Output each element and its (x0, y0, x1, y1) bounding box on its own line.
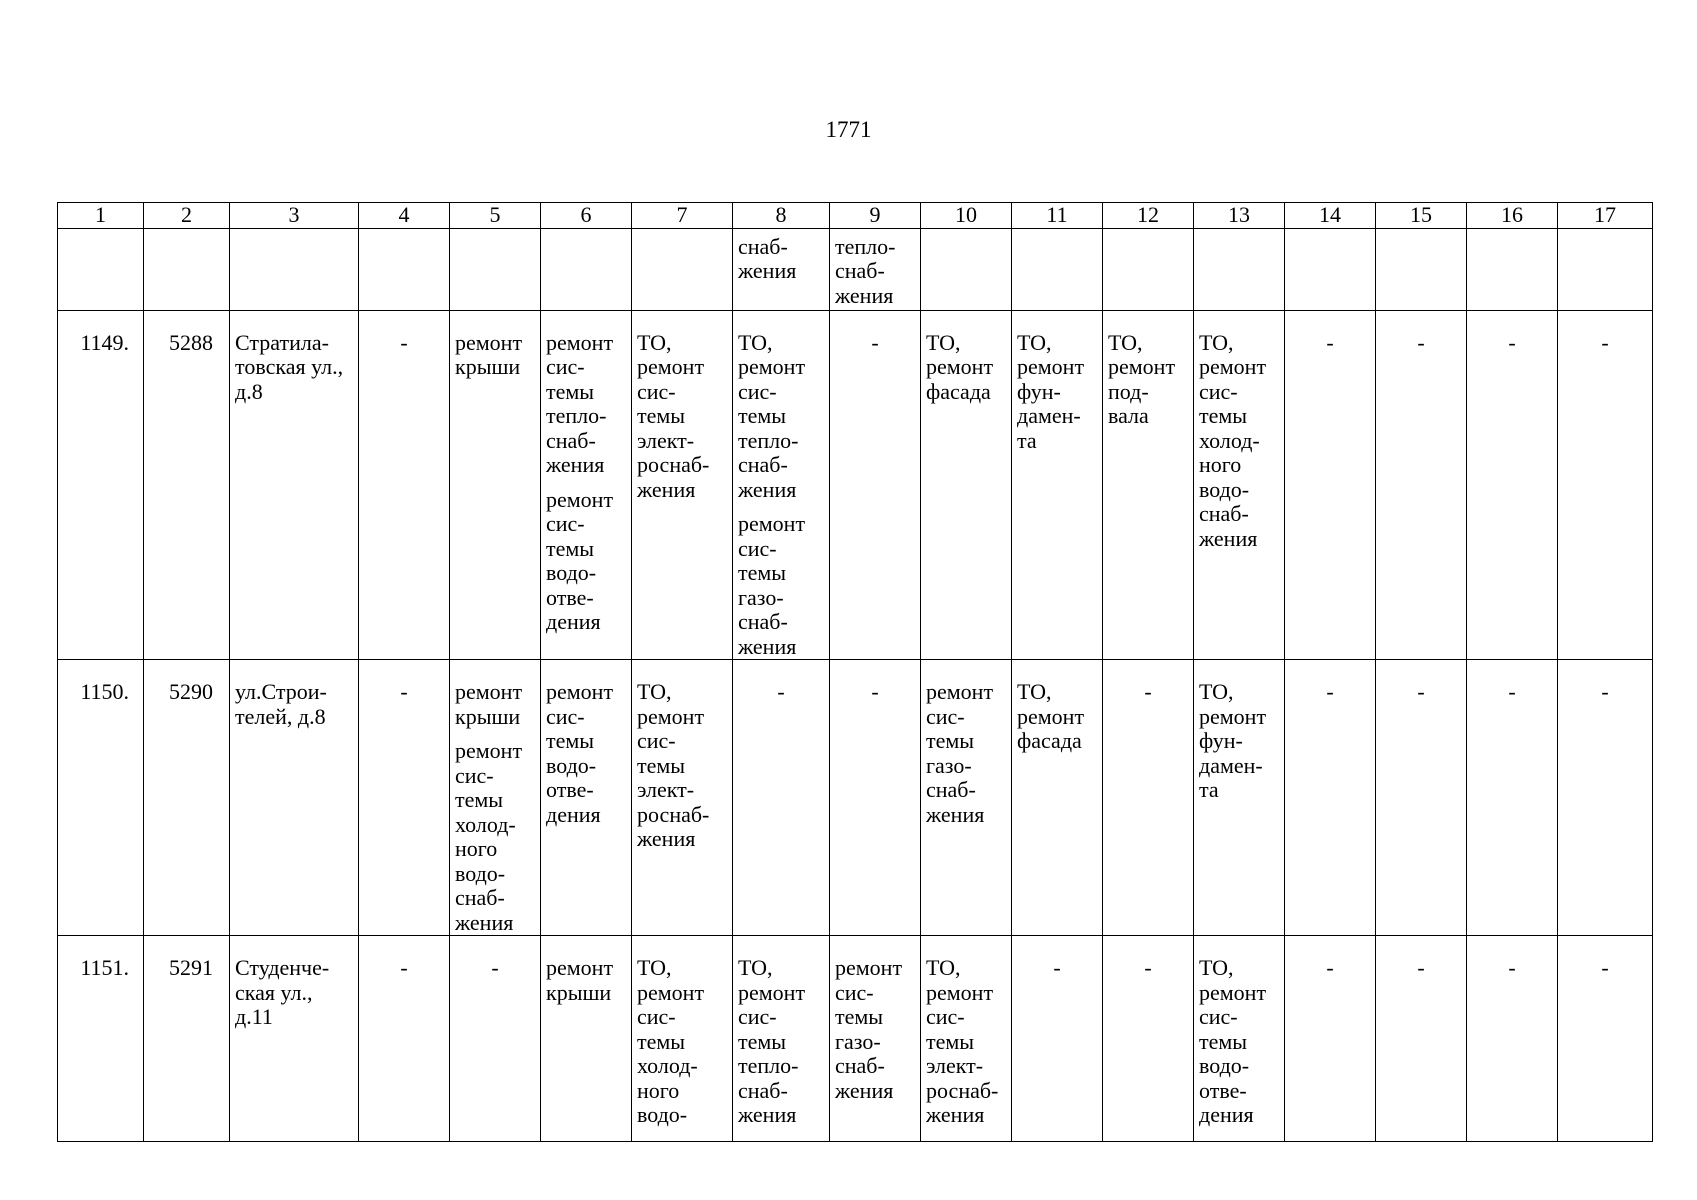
continuation-cell-4 (359, 228, 450, 310)
table-row (58, 310, 1653, 660)
column-header-1: 1 (58, 203, 144, 229)
empty-value-dash: - (1376, 310, 1467, 660)
cell-line: снаб- (738, 609, 788, 634)
cell-line: ремонт (835, 955, 903, 980)
empty-value-dash: - (1558, 936, 1653, 1142)
cell-line: отве- (546, 584, 594, 610)
continuation-cell-16 (1467, 228, 1558, 310)
building-address (230, 310, 359, 660)
empty-value-dash: - (733, 660, 830, 936)
cell-line: та (1017, 427, 1037, 453)
empty-value-dash: - (1012, 936, 1103, 1142)
cell-line: холод- (455, 811, 516, 837)
cell-line: ремонт (738, 979, 806, 1005)
empty-value-dash: - (1376, 936, 1467, 1142)
cell-line: та (1199, 777, 1219, 802)
cell-line: темы (738, 560, 787, 585)
cell-line: фасада (1017, 728, 1082, 753)
cell-line: ремонт (1108, 354, 1176, 379)
column-header-9: 9 (830, 203, 921, 229)
empty-value-dash: - (1467, 936, 1558, 1142)
continuation-cell-7 (632, 228, 733, 310)
work-item (926, 680, 1006, 827)
cell-line: отве- (546, 777, 594, 802)
cell-line: водо- (455, 860, 506, 886)
cell-line: ТО, (637, 955, 672, 980)
continuation-row (58, 228, 1653, 310)
cell-line: жения (738, 633, 797, 659)
cell-line: темы (738, 403, 787, 428)
cell-line: ремонт (637, 354, 705, 379)
cell-line: ремонт (546, 486, 614, 512)
work-type-cell (1012, 310, 1103, 660)
empty-value-dash: - (1285, 936, 1376, 1142)
cell-line: жения (637, 826, 696, 851)
work-type-cell (921, 936, 1012, 1142)
cell-line: ремонт (926, 354, 994, 379)
empty-value-dash: - (359, 310, 450, 660)
cell-line: сис- (546, 703, 585, 729)
cell-line: ремонт (546, 955, 614, 980)
column-header-17: 17 (1558, 203, 1653, 229)
cell-line: ТО, (1017, 679, 1052, 704)
cell-line: жения (835, 282, 894, 308)
cell-line: тепло- (738, 1053, 799, 1078)
work-type-cell (733, 310, 830, 660)
column-header-14: 14 (1285, 203, 1376, 229)
cell-line: жения (1199, 525, 1258, 551)
cell-line: ремонт (1017, 354, 1085, 379)
cell-line: темы (738, 1028, 787, 1054)
cell-line: темы (1199, 1028, 1248, 1054)
cell-line: телей, д.8 (235, 703, 326, 729)
cell-line: сис- (738, 378, 777, 404)
work-type-cell (1194, 660, 1285, 936)
work-type-cell (541, 310, 632, 660)
work-type-cell (541, 660, 632, 936)
cell-line: сис- (546, 511, 585, 536)
cell-line: дамен- (1017, 403, 1081, 428)
cell-line: ТО, (637, 329, 672, 355)
cell-line: дения (546, 609, 601, 634)
cell-line: ТО, (1108, 329, 1143, 355)
cell-line: роснаб- (926, 1077, 999, 1103)
cell-line: фун- (1017, 378, 1061, 404)
row-number: 1149. (58, 310, 144, 660)
column-header-2: 2 (144, 203, 230, 229)
cell-line: ремонт (546, 679, 614, 704)
cell-line: ремонт (738, 511, 806, 536)
cell-line: ТО, (1017, 329, 1052, 355)
cell-line: ремонт (455, 679, 523, 704)
page-number: 1771 (825, 117, 872, 142)
cell-line: ремонт (455, 738, 523, 763)
cell-line: сис- (926, 703, 965, 729)
column-header-6: 6 (541, 203, 632, 229)
cell-line: газо- (926, 752, 972, 778)
empty-value-dash: - (1467, 310, 1558, 660)
cell-line: жения (455, 909, 514, 935)
work-type-cell (921, 310, 1012, 660)
cell-line: снаб- (1199, 501, 1249, 526)
cell-line: под- (1108, 378, 1149, 404)
cell-line: дамен- (1199, 752, 1263, 778)
cell-line: ская ул., (235, 979, 313, 1005)
empty-value-dash: - (1558, 310, 1653, 660)
cell-line: ремонт (1199, 979, 1267, 1005)
building-code: 5288 (144, 310, 230, 660)
work-type-cell (632, 310, 733, 660)
cell-line: сис- (738, 1004, 777, 1029)
column-header-16: 16 (1467, 203, 1558, 229)
cell-line: элект- (637, 427, 695, 453)
cell-line: роснаб- (637, 801, 710, 827)
continuation-cell-8 (733, 228, 830, 310)
empty-value-dash: - (450, 936, 541, 1142)
work-type-cell (1012, 660, 1103, 936)
work-type-cell (450, 310, 541, 660)
empty-value-dash: - (359, 660, 450, 936)
continuation-cell-9 (830, 228, 921, 310)
cell-line: темы (546, 728, 595, 753)
continuation-cell-15 (1376, 228, 1467, 310)
continuation-cell-6 (541, 228, 632, 310)
cell-line: тепло- (835, 233, 896, 259)
work-type-cell (1194, 936, 1285, 1142)
continuation-cell-5 (450, 228, 541, 310)
column-header-11: 11 (1012, 203, 1103, 229)
work-type-cell (733, 936, 830, 1142)
continuation-cell-12 (1103, 228, 1194, 310)
cell-line: дения (1199, 1102, 1254, 1127)
continuation-cell-1 (58, 228, 144, 310)
cell-line: ного (1199, 452, 1242, 477)
cell-line: крыши (455, 354, 521, 379)
cell-line: элект- (926, 1053, 984, 1078)
work-type-cell (632, 660, 733, 936)
cell-line: темы (835, 1004, 884, 1029)
cell-line: жения (926, 1102, 985, 1127)
cell-line: ремонт (637, 979, 705, 1005)
row-number: 1151. (58, 936, 144, 1142)
cell-line: д.11 (235, 1004, 273, 1029)
work-item (1199, 680, 1279, 803)
work-item (637, 956, 727, 1128)
table-row (58, 660, 1653, 936)
empty-value-dash: - (359, 936, 450, 1142)
cell-line: ТО, (637, 679, 672, 704)
work-type-cell (830, 936, 921, 1142)
work-item (455, 739, 535, 935)
cell-line: темы (1199, 403, 1248, 428)
cell-line: крыши (546, 979, 612, 1005)
work-item (926, 331, 1006, 405)
cell-line: ремонт (455, 329, 523, 355)
work-item (455, 331, 535, 380)
work-type-cell (1194, 310, 1285, 660)
cell-line: жения (835, 1077, 894, 1103)
building-address (230, 660, 359, 936)
column-header-5: 5 (450, 203, 541, 229)
cell-line: сис- (546, 354, 585, 379)
cell-line: сис- (1199, 378, 1238, 404)
work-item (1199, 956, 1279, 1128)
cell-line: ТО, (926, 955, 961, 980)
continuation-cell-2 (144, 228, 230, 310)
cell-line: водо- (637, 1102, 688, 1127)
cell-line: снаб- (455, 885, 505, 910)
cell-line: ремонт (738, 354, 806, 379)
empty-value-dash: - (830, 660, 921, 936)
cell-line: сис- (1199, 1004, 1238, 1029)
cell-line: ТО, (738, 955, 773, 980)
empty-value-dash: - (1285, 660, 1376, 936)
work-item (546, 680, 626, 827)
work-item (835, 956, 915, 1103)
column-header-12: 12 (1103, 203, 1194, 229)
cell-line: водо- (546, 752, 597, 778)
cell-line: фун- (1199, 728, 1243, 753)
cell-line: элект- (637, 777, 695, 802)
continuation-cell-13 (1194, 228, 1285, 310)
cell-line: сис- (455, 762, 494, 788)
continuation-cell-14 (1285, 228, 1376, 310)
building-code: 5290 (144, 660, 230, 936)
cell-line: ТО, (738, 329, 773, 355)
work-type-cell (541, 936, 632, 1142)
cell-line: ремонт (637, 703, 705, 729)
cell-line: снаб- (738, 233, 788, 259)
column-number-row (58, 203, 1653, 229)
cell-line: снаб- (926, 777, 976, 802)
cell-line: водо- (1199, 476, 1250, 502)
empty-value-dash: - (1103, 660, 1194, 936)
cell-line: водо- (546, 560, 597, 585)
work-item (738, 331, 824, 503)
cell-line: холод- (637, 1053, 698, 1078)
work-item (926, 956, 1006, 1128)
cell-line: темы (637, 1028, 686, 1054)
cell-line: фасада (926, 378, 991, 404)
cell-line: сис- (835, 979, 874, 1005)
cell-line: сис- (637, 378, 676, 404)
work-item (546, 488, 626, 635)
cell-line: сис- (637, 728, 676, 753)
cell-line: сис- (738, 535, 777, 561)
empty-value-dash: - (1103, 936, 1194, 1142)
cell-line: отве- (1199, 1077, 1247, 1103)
continuation-cell-17 (1558, 228, 1653, 310)
work-type-cell (921, 660, 1012, 936)
work-type-cell (1103, 310, 1194, 660)
cell-line: жения (738, 1102, 797, 1127)
cell-line: снаб- (738, 1077, 788, 1103)
cell-line: газо- (835, 1028, 881, 1054)
cell-line: темы (455, 787, 504, 812)
cell-line: снаб- (546, 427, 596, 453)
cell-line: снаб- (835, 258, 885, 283)
cell-line: жения (637, 476, 696, 502)
building-code: 5291 (144, 936, 230, 1142)
work-item (738, 512, 824, 659)
cell-line: товская ул., (235, 354, 344, 379)
column-header-15: 15 (1376, 203, 1467, 229)
column-header-3: 3 (230, 203, 359, 229)
column-header-4: 4 (359, 203, 450, 229)
empty-value-dash: - (1558, 660, 1653, 936)
cell-line: жения (926, 801, 985, 827)
cell-line: тепло- (546, 403, 607, 428)
work-item (738, 956, 824, 1128)
work-item (1108, 331, 1188, 429)
cell-line: д.8 (235, 378, 263, 404)
work-item (637, 680, 727, 852)
cell-line: темы (926, 728, 975, 753)
cell-line: ул.Строи- (235, 679, 327, 704)
empty-value-dash: - (1467, 660, 1558, 936)
work-item (1199, 331, 1279, 552)
cell-line: темы (926, 1028, 975, 1054)
cell-line: сис- (637, 1004, 676, 1029)
cell-line: тепло- (738, 427, 799, 453)
cell-line: ремонт (1199, 354, 1267, 379)
repair-schedule-table (57, 202, 1653, 1142)
column-header-8: 8 (733, 203, 830, 229)
continuation-cell-11 (1012, 228, 1103, 310)
cell-line: жения (738, 476, 797, 502)
work-type-cell (632, 936, 733, 1142)
column-header-10: 10 (921, 203, 1012, 229)
cell-line: темы (546, 378, 595, 404)
cell-line: ремонт (926, 679, 994, 704)
continuation-cell-10 (921, 228, 1012, 310)
building-address (230, 936, 359, 1142)
cell-line: жения (546, 452, 605, 477)
cell-line: ТО, (1199, 679, 1234, 704)
cell-line: роснаб- (637, 452, 710, 477)
cell-line: холод- (1199, 427, 1260, 453)
work-item (546, 331, 626, 478)
cell-line: снаб- (738, 452, 788, 477)
cell-line: Студенче- (235, 955, 330, 980)
cell-line: ремонт (1199, 703, 1267, 729)
row-number: 1150. (58, 660, 144, 936)
cell-line: снаб- (835, 1053, 885, 1078)
cell-line: газо- (738, 584, 784, 610)
column-header-13: 13 (1194, 203, 1285, 229)
work-item (455, 680, 535, 729)
work-item (637, 331, 727, 503)
column-header-7: 7 (632, 203, 733, 229)
cell-line: ремонт (1017, 703, 1085, 729)
cell-line: темы (546, 535, 595, 561)
cell-line: ремонт (546, 329, 614, 355)
work-item (1017, 680, 1097, 754)
work-type-cell (450, 660, 541, 936)
cell-line: ТО, (1199, 329, 1234, 355)
cell-line: ремонт (926, 979, 994, 1005)
continuation-cell-3 (230, 228, 359, 310)
cell-line: ного (455, 836, 498, 861)
cell-line: Стратила- (235, 329, 329, 355)
work-item (546, 956, 626, 1005)
cell-line: дения (546, 801, 601, 827)
cell-line: темы (637, 403, 686, 428)
cell-line: ного (637, 1077, 680, 1103)
cell-line: крыши (455, 703, 521, 729)
empty-value-dash: - (1285, 310, 1376, 660)
empty-value-dash: - (1376, 660, 1467, 936)
cell-line: ТО, (926, 329, 961, 355)
table-row (58, 936, 1653, 1142)
cell-line: водо- (1199, 1053, 1250, 1078)
cell-line: ТО, (1199, 955, 1234, 980)
cell-line: темы (637, 752, 686, 778)
empty-value-dash: - (830, 310, 921, 660)
work-item (1017, 331, 1097, 454)
cell-line: жения (738, 258, 797, 283)
cell-line: вала (1108, 403, 1149, 428)
cell-line: сис- (926, 1004, 965, 1029)
